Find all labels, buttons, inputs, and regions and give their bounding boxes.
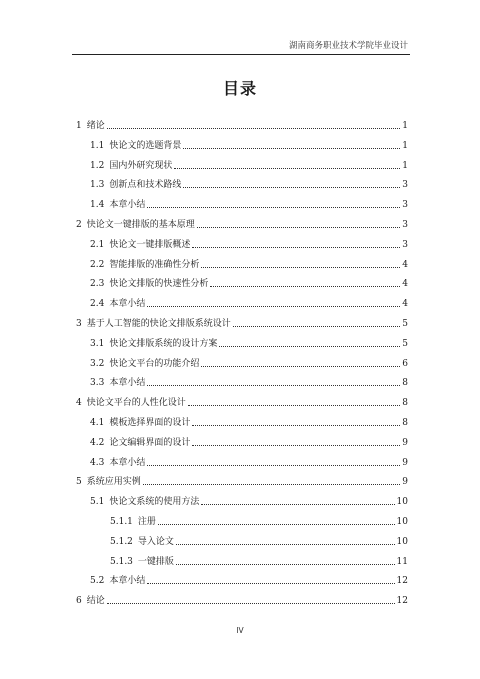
toc-entry-number: 5.1 xyxy=(90,497,105,508)
toc-entry-page: 8 xyxy=(402,398,408,409)
toc-entry-label: 快论文平台的功能介绍 xyxy=(109,358,200,369)
toc-entry-number: 1.1 xyxy=(90,140,105,151)
dot-leader xyxy=(219,346,400,347)
toc-entry[interactable] xyxy=(90,158,408,172)
header-text: 湖南商务职业技术学院毕业设计 xyxy=(288,41,408,51)
toc-entry[interactable] xyxy=(90,336,408,350)
toc-entry-number: 4 xyxy=(76,398,82,409)
toc-entry[interactable] xyxy=(110,554,408,568)
toc-entry[interactable] xyxy=(90,276,408,290)
toc-entry[interactable] xyxy=(110,514,408,528)
page-title: 目录 xyxy=(222,79,257,98)
toc-entry-page: 4 xyxy=(402,299,408,310)
toc-entry-number: 4.1 xyxy=(90,418,105,428)
toc-entry-page: 1 xyxy=(402,121,408,131)
dot-leader xyxy=(233,326,401,327)
page-number: IV xyxy=(236,626,244,635)
toc-entry[interactable] xyxy=(76,395,408,409)
toc-entry-label: 本章小结 xyxy=(109,457,146,468)
toc-entry-number: 5.2 xyxy=(90,576,105,587)
toc-entry-page: 3 xyxy=(402,239,408,250)
toc-entry-number: 4.2 xyxy=(90,437,105,448)
toc-entry-page: 11 xyxy=(396,556,408,567)
toc-entry-label: 快论文系统的使用方法 xyxy=(109,497,200,508)
toc-entry-label: 基于人工智能的快论文排版系统设计 xyxy=(86,319,231,329)
toc-entry[interactable] xyxy=(90,356,408,370)
toc-entry-label: 本章小结 xyxy=(109,378,146,389)
toc-entry-page: 4 xyxy=(402,259,408,270)
toc-entry-label: 国内外研究现状 xyxy=(109,160,173,171)
toc-entry-page: 4 xyxy=(402,279,408,290)
toc-entry-number: 5.1.1 xyxy=(110,517,133,527)
toc-entry[interactable] xyxy=(90,435,408,449)
toc-entry-number: 3.3 xyxy=(90,378,105,389)
dot-leader xyxy=(174,168,400,169)
toc-entry-page: 10 xyxy=(396,536,408,547)
toc-entry-page: 3 xyxy=(402,220,408,230)
toc-entry-page: 3 xyxy=(402,180,408,191)
toc-entry-number: 1 xyxy=(76,121,82,131)
dot-leader xyxy=(183,148,400,149)
toc-entry-number: 5 xyxy=(76,477,82,488)
toc-entry[interactable] xyxy=(76,593,408,607)
toc-entry-label: 导入论文 xyxy=(137,536,174,547)
toc-entry[interactable] xyxy=(90,494,408,508)
toc-entry-label: 快论文一键排版概述 xyxy=(109,239,191,250)
toc-entry-label: 绪论 xyxy=(86,121,105,131)
toc-entry-number: 3.1 xyxy=(90,338,105,349)
toc-entry-label: 创新点和技术路线 xyxy=(109,180,182,191)
toc-entry-number: 6 xyxy=(76,596,82,607)
toc-entry-page: 9 xyxy=(402,437,408,448)
dot-leader xyxy=(188,405,401,406)
toc-entry[interactable] xyxy=(76,118,408,132)
toc-entry-label: 快论文的选题背景 xyxy=(109,140,182,151)
dot-leader xyxy=(197,227,401,228)
toc-entry-page: 9 xyxy=(402,457,408,468)
toc-entry-number: 3 xyxy=(76,319,82,329)
dot-leader xyxy=(147,306,400,307)
toc-entry-label: 快论文排版的快速性分析 xyxy=(109,279,209,290)
toc-entry[interactable] xyxy=(76,474,408,488)
toc-entry-page: 10 xyxy=(396,497,408,508)
dot-leader xyxy=(176,544,395,545)
toc-entry-label: 论文编辑界面的设计 xyxy=(109,437,191,448)
toc-entry[interactable] xyxy=(90,375,408,389)
dot-leader xyxy=(107,603,395,604)
dot-leader xyxy=(192,425,400,426)
dot-leader xyxy=(192,445,400,446)
toc-entry[interactable] xyxy=(110,534,408,548)
toc-entry-label: 系统应用实例 xyxy=(86,477,141,488)
dot-leader xyxy=(183,187,400,188)
dot-leader xyxy=(192,247,400,248)
toc-entry-label: 一键排版 xyxy=(137,556,174,567)
toc-entry[interactable] xyxy=(90,257,408,271)
dot-leader xyxy=(147,207,400,208)
toc-entry-page: 9 xyxy=(402,477,408,488)
toc-entry-page: 3 xyxy=(402,200,408,211)
toc-entry-number: 2.2 xyxy=(90,259,105,270)
toc-entry-number: 1.2 xyxy=(90,160,105,171)
toc-entry-number: 3.2 xyxy=(90,358,105,369)
toc-entry-number: 2 xyxy=(76,220,82,230)
dot-leader xyxy=(158,524,395,525)
toc-entry-label: 智能排版的准确性分析 xyxy=(109,259,200,270)
toc-entry[interactable] xyxy=(76,316,408,330)
dot-leader xyxy=(147,385,400,386)
toc-entry-label: 结论 xyxy=(86,596,105,607)
toc-entry-page: 8 xyxy=(402,378,408,389)
toc-entry-number: 1.3 xyxy=(90,180,105,191)
toc-entry[interactable] xyxy=(90,415,408,429)
toc-entry[interactable] xyxy=(90,455,408,469)
toc-entry-number: 4.3 xyxy=(90,457,105,468)
dot-leader xyxy=(143,484,401,485)
toc-entry[interactable] xyxy=(90,138,408,152)
dot-leader xyxy=(107,128,401,129)
toc-entry-page: 1 xyxy=(402,160,408,171)
toc-entry-page: 5 xyxy=(402,319,408,329)
dot-leader xyxy=(201,504,394,505)
toc-entry-label: 注册 xyxy=(137,517,156,527)
toc-entry-number: 2.1 xyxy=(90,239,105,250)
toc-entry-number: 1.4 xyxy=(90,200,105,211)
toc-entry[interactable] xyxy=(90,237,408,251)
dot-leader xyxy=(147,583,394,584)
toc-entry-label: 本章小结 xyxy=(109,576,146,587)
dot-leader xyxy=(147,465,400,466)
toc-entry-number: 5.1.3 xyxy=(110,556,133,567)
toc-entry-label: 本章小结 xyxy=(109,299,146,310)
toc-entry-page: 12 xyxy=(396,576,408,587)
toc-entry[interactable] xyxy=(76,217,408,231)
toc-entry-page: 12 xyxy=(396,596,408,607)
toc-entry-page: 1 xyxy=(402,140,408,151)
toc-entry-number: 5.1.2 xyxy=(110,536,133,547)
toc-entry-number: 2.4 xyxy=(90,299,105,310)
toc-entry-page: 6 xyxy=(402,358,408,369)
toc-entry[interactable] xyxy=(90,177,408,191)
toc-entry-label: 模板选择界面的设计 xyxy=(109,418,191,428)
dot-leader xyxy=(201,267,400,268)
toc-entry-page: 8 xyxy=(402,418,408,428)
toc-entry-label: 快论文排版系统的设计方案 xyxy=(109,338,218,349)
toc-entry-label: 本章小结 xyxy=(109,200,146,211)
toc-entry[interactable] xyxy=(90,573,408,587)
toc-entry-number: 2.3 xyxy=(90,279,105,290)
toc-entry-page: 5 xyxy=(402,338,408,349)
toc-entry[interactable] xyxy=(90,296,408,310)
dot-leader xyxy=(201,366,400,367)
toc-entry-page: 10 xyxy=(396,517,408,527)
toc-entry-label: 快论文平台的人性化设计 xyxy=(86,398,186,409)
dot-leader xyxy=(176,564,395,565)
toc-entry-label: 快论文一键排版的基本原理 xyxy=(86,220,195,230)
toc-entry[interactable] xyxy=(90,197,408,211)
dot-leader xyxy=(210,286,400,287)
